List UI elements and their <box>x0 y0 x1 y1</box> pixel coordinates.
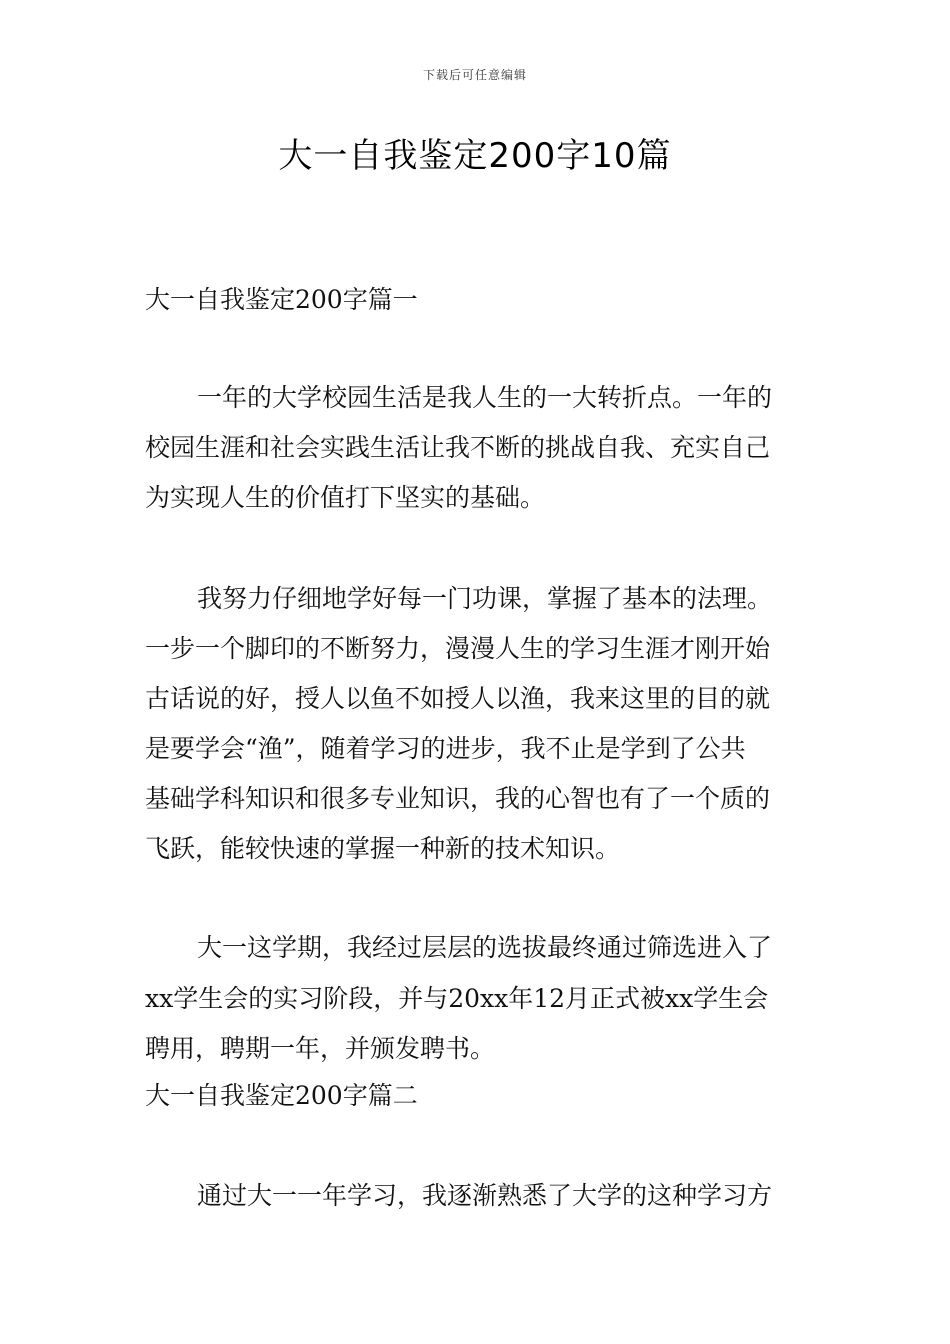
paragraph-line: 古话说的好，授人以鱼不如授人以渔，我来这里的目的就 <box>145 684 771 713</box>
paragraph-line: 是要学会“渔”，随着学习的进步，我不止是学到了公共 <box>145 734 746 763</box>
section-heading: 大一自我鉴定200字篇一 <box>145 285 418 314</box>
paragraph-line: 飞跃，能较快速的掌握一种新的技术知识。 <box>145 834 621 863</box>
paragraph-line: 聘用，聘期一年，并颁发聘书。 <box>145 1034 496 1063</box>
paragraph-line: 大一这学期，我经过层层的选拔最终通过筛选进入了 <box>197 933 773 962</box>
header-note: 下载后可任意编辑 <box>422 68 527 82</box>
paragraph-line: 校园生涯和社会实践生活让我不断的挑战自我、充实自己 <box>145 433 771 462</box>
paragraph-line: 通过大一一年学习，我逐渐熟悉了大学的这种学习方 <box>197 1181 773 1210</box>
paragraph-line: xx学生会的实习阶段，并与20xx年12月正式被xx学生会 <box>145 984 769 1013</box>
paragraph-line: 一步一个脚印的不断努力，漫漫人生的学习生涯才刚开始 <box>145 634 771 663</box>
paragraph-line: 一年的大学校园生活是我人生的一大转折点。一年的 <box>197 383 773 412</box>
paragraph-line: 我努力仔细地学好每一门功课，掌握了基本的法理。 <box>197 584 773 613</box>
paragraph-line: 为实现人生的价值打下坚实的基础。 <box>145 483 546 512</box>
section-heading: 大一自我鉴定200字篇二 <box>145 1081 418 1110</box>
paragraph-line: 基础学科知识和很多专业知识，我的心智也有了一个质的 <box>145 784 771 813</box>
document-title: 大一自我鉴定200字10篇 <box>278 136 672 176</box>
